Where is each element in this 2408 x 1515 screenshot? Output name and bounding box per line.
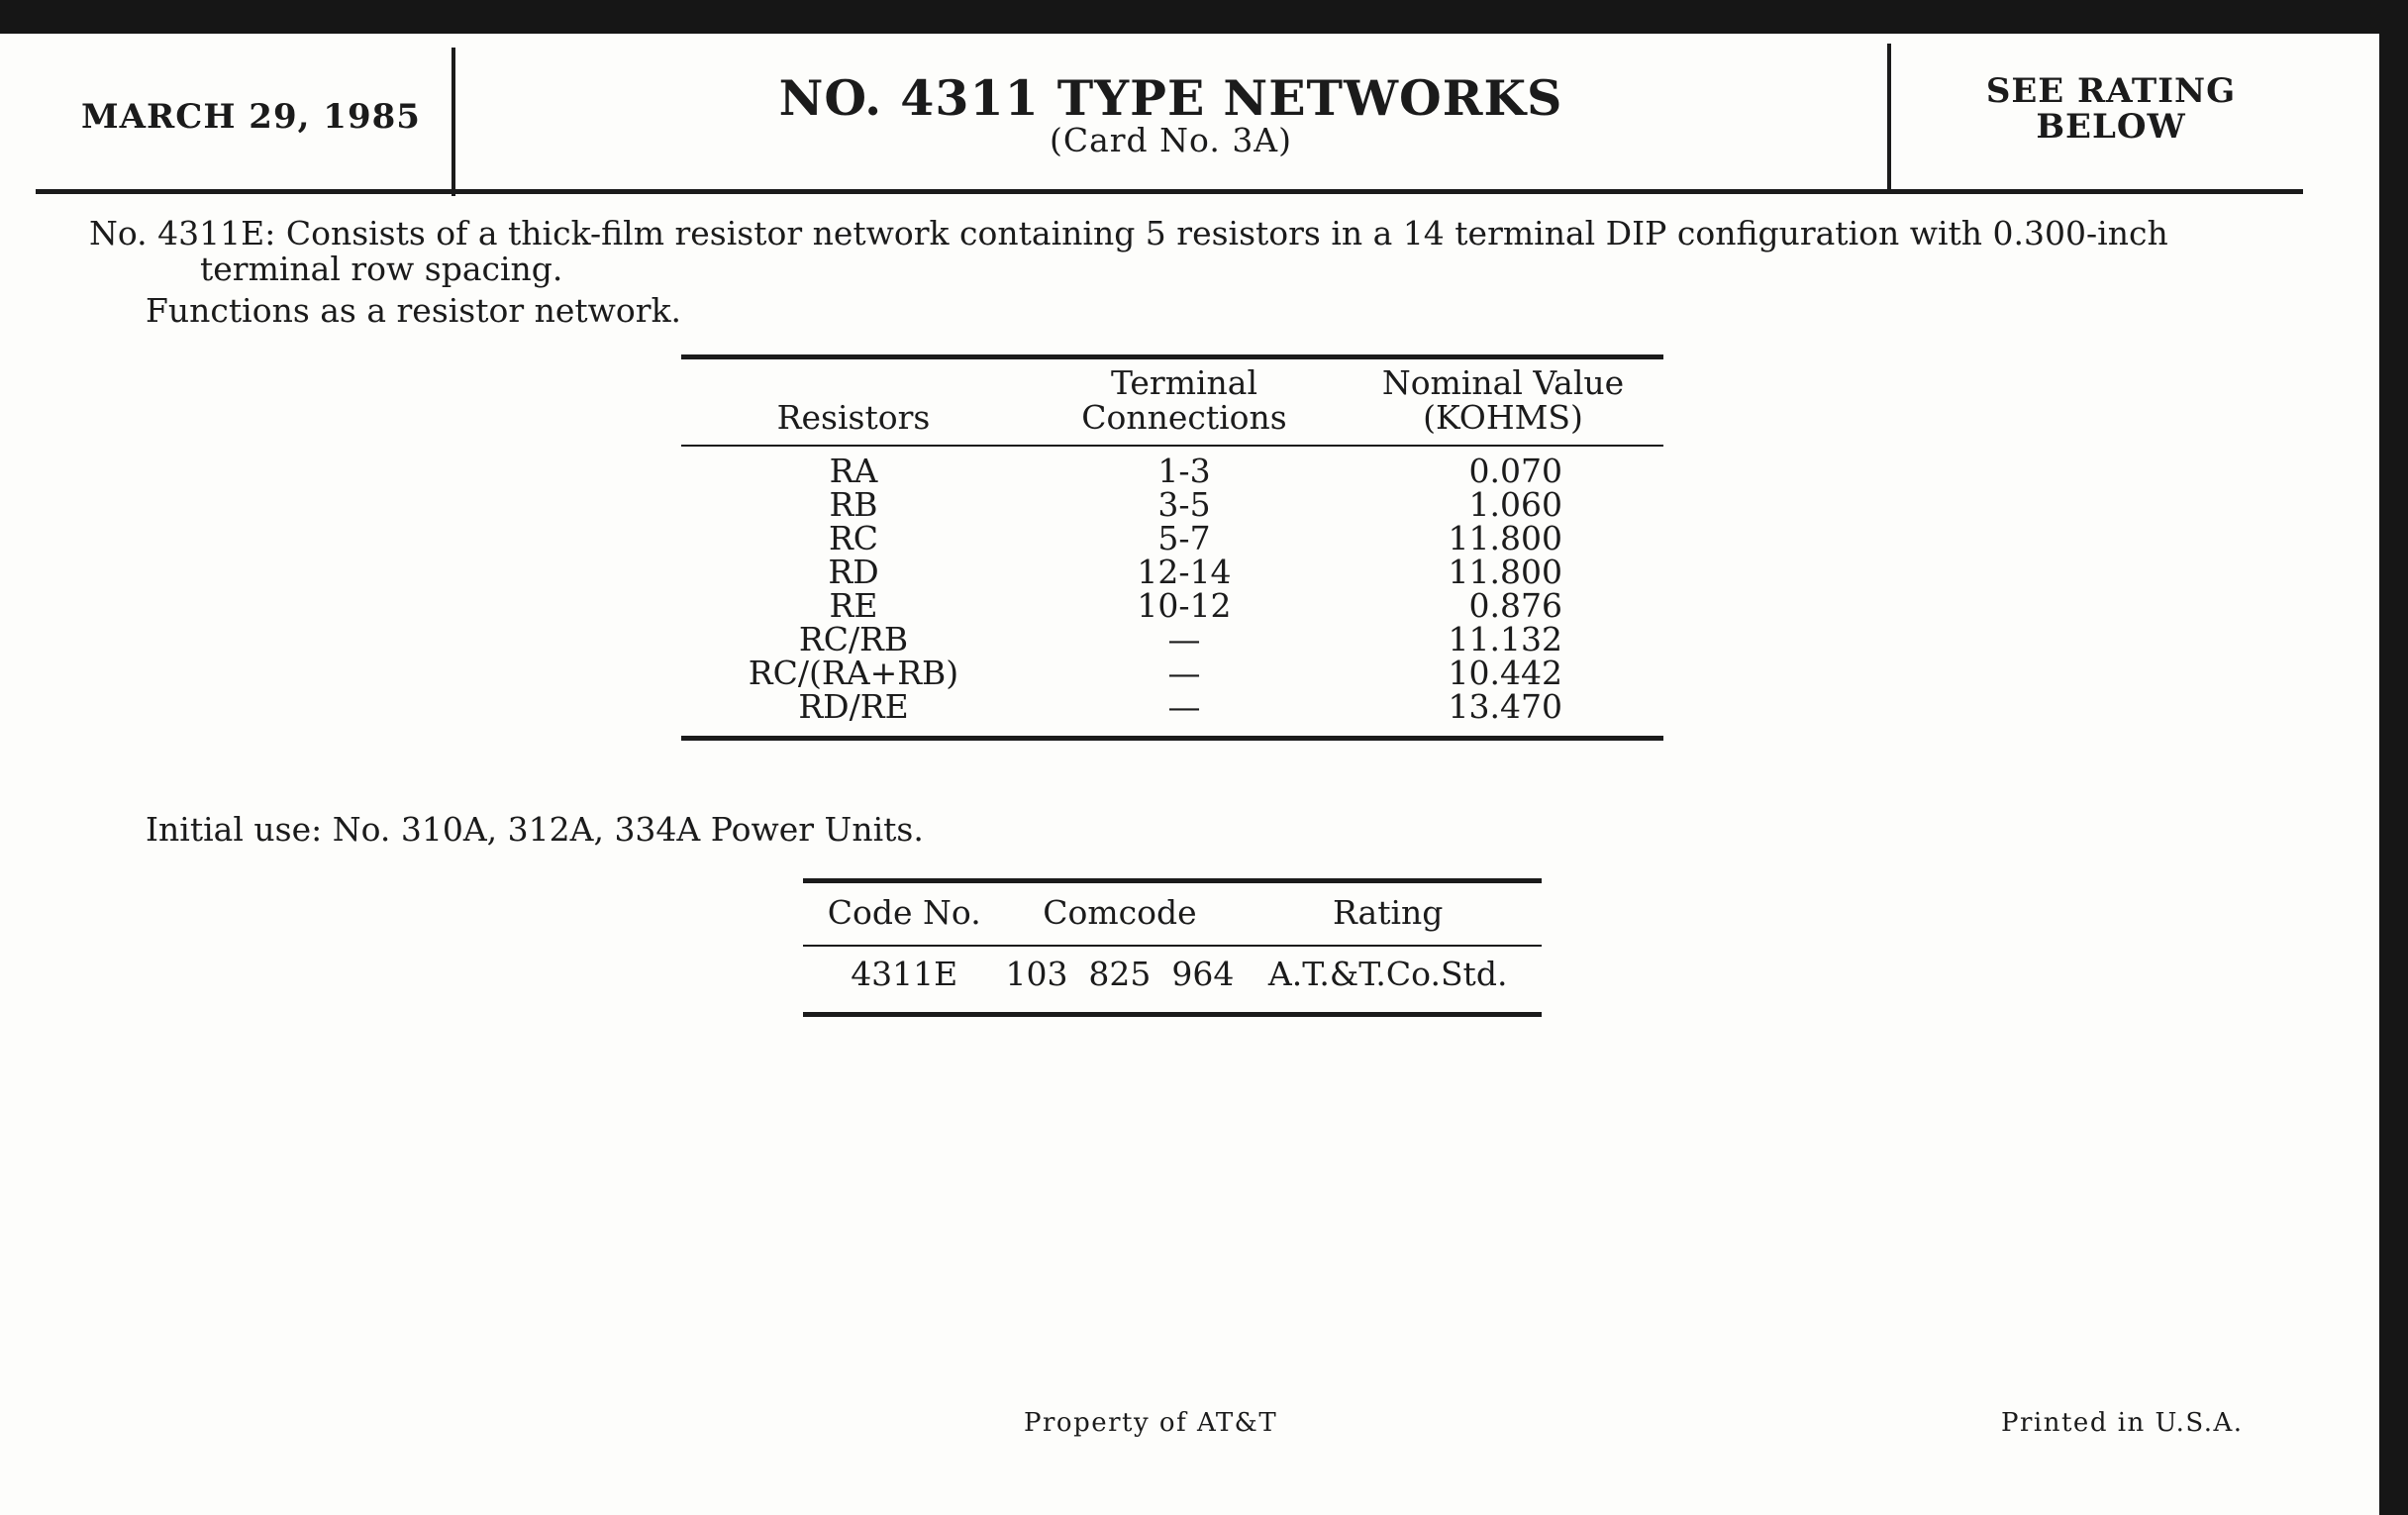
table-row	[681, 488, 1663, 522]
nominal-value-cell	[1343, 485, 1663, 524]
nominal-value-cell	[1343, 656, 1663, 690]
terminal-connections: 3-5	[1157, 485, 1211, 524]
nominal-value: 13.470	[1448, 687, 1562, 726]
col-header-terminals	[1026, 357, 1343, 447]
resistor-name: RC/RB	[798, 620, 909, 658]
col-header-code: Code No.	[803, 881, 1005, 947]
col-header-resistors	[681, 357, 1026, 447]
nominal-value: 0.070	[1468, 452, 1562, 490]
description-line-2: terminal row spacing.	[200, 250, 563, 288]
resistor-table-header	[681, 357, 1663, 447]
nominal-value: 11.800	[1448, 519, 1562, 557]
table-row	[681, 623, 1663, 656]
nominal-value-cell	[1343, 620, 1663, 658]
resistor-name: RA	[829, 452, 878, 490]
resistor-name: RE	[829, 586, 878, 625]
document-card	[0, 34, 2379, 1515]
nominal-value: 10.442	[1448, 654, 1562, 692]
col-header-nominal-line2: (KOHMS)	[1423, 398, 1583, 437]
resistor-name: RD/RE	[798, 687, 909, 726]
initial-use: Initial use: No. 310A, 312A, 334A Power Units.	[146, 810, 924, 849]
rating-note-line2: BELOW	[2036, 107, 2186, 147]
code-table-header	[803, 881, 1542, 947]
nominal-value-cell	[1343, 553, 1663, 591]
code-number: 4311E	[851, 955, 958, 993]
terminal-connections: —	[1167, 687, 1201, 726]
nominal-value-cell	[1343, 586, 1663, 625]
code-table	[803, 878, 1542, 1017]
table-row	[681, 690, 1663, 739]
col-header-nominal-line1: Nominal Value	[1381, 363, 1625, 402]
comcode: 103 825 964	[1005, 955, 1235, 993]
nominal-value: 0.876	[1468, 586, 1562, 625]
table-row	[803, 946, 1542, 1015]
col-header-resistors-label: Resistors	[776, 398, 931, 437]
table-row	[681, 589, 1663, 623]
rating-note-line1: SEE RATING	[1985, 71, 2237, 111]
resistor-table	[681, 354, 1663, 741]
col-header-terminals-line2: Connections	[1081, 398, 1287, 437]
col-header-terminals-line1: Terminal	[1110, 363, 1258, 402]
footer-printed: Printed in U.S.A.	[2001, 1408, 2244, 1438]
table-row	[681, 556, 1663, 589]
nominal-value-cell	[1343, 446, 1663, 488]
resistor-name: RB	[829, 485, 878, 524]
col-header-comcode: Comcode	[1005, 881, 1234, 947]
terminal-connections: —	[1167, 620, 1201, 658]
nominal-value: 11.132	[1448, 620, 1562, 658]
header-divider-right	[1887, 44, 1891, 192]
terminal-connections: 10-12	[1137, 586, 1232, 625]
nominal-value-cell	[1343, 519, 1663, 557]
nominal-value-cell	[1343, 687, 1663, 739]
nominal-value: 11.800	[1448, 553, 1562, 591]
table-row	[681, 446, 1663, 488]
footer-property: Property of AT&T	[1024, 1408, 1278, 1438]
page-title: NO. 4311 TYPE NETWORKS	[778, 69, 1563, 127]
terminal-connections: —	[1167, 654, 1201, 692]
terminal-connections: 5-7	[1157, 519, 1211, 557]
resistor-name: RD	[828, 553, 879, 591]
card-number: (Card No. 3A)	[1049, 121, 1293, 159]
col-header-nominal	[1343, 357, 1663, 447]
resistor-name: RC/(RA+RB)	[748, 654, 959, 692]
rating-note	[1893, 73, 2329, 145]
description-line-3: Functions as a resistor network.	[146, 291, 682, 330]
table-row	[681, 656, 1663, 690]
description-line-1: No. 4311E: Consists of a thick-film resistor network containing 5 resistors in a 14 terminal DIP configuration with 0.300-inch	[89, 214, 2168, 252]
col-header-rating: Rating	[1234, 881, 1542, 947]
header-rule	[36, 189, 2303, 194]
nominal-value: 1.060	[1468, 485, 1562, 524]
terminal-connections: 1-3	[1157, 452, 1211, 490]
issue-date: MARCH 29, 1985	[81, 97, 421, 137]
terminal-connections: 12-14	[1137, 553, 1232, 591]
table-row	[681, 522, 1663, 556]
rating: A.T.&T.Co.Std.	[1267, 955, 1508, 993]
resistor-name: RC	[828, 519, 879, 557]
